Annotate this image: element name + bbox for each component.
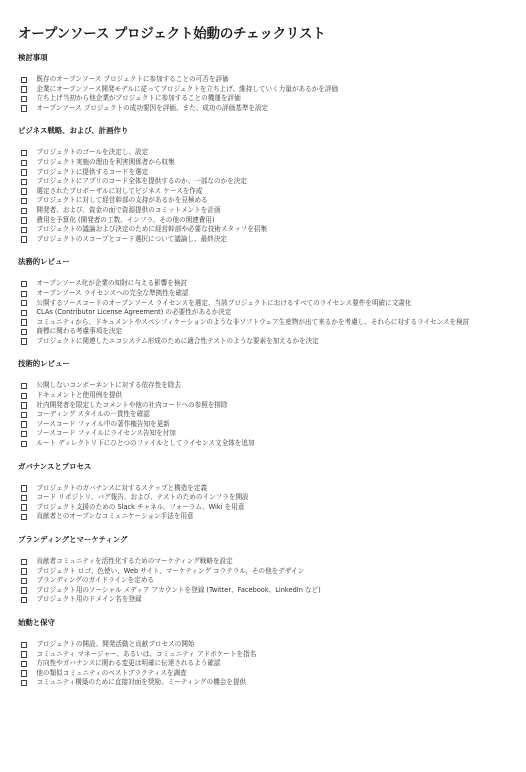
checkbox[interactable] (21, 587, 27, 593)
checklist-item-label: 費用を予算化 (開発者の工数、インフラ、その他の関連費用) (36, 215, 215, 224)
checklist-item (18, 586, 526, 596)
checklist-item (18, 289, 526, 299)
checklist-item-label: 社内開発者を限定したコメントや他の社内コードへの参照を排除 (36, 400, 228, 409)
checklist-item-label: 公開するソースコードのオープンソース ライセンスを選定、当該プロジェクトにおけるすべてのライセンス要件を明確に文書化 (36, 298, 412, 307)
checklist-item (18, 669, 526, 679)
checklist-item-label: プロジェクトの開設、開発活動と貢献プロセスの開始 (36, 639, 195, 648)
checklist-sections (18, 52, 526, 688)
checkbox[interactable] (21, 188, 27, 194)
checkbox[interactable] (21, 495, 27, 501)
checklist-item (18, 279, 526, 289)
checklist-item (18, 85, 526, 95)
section-heading: ブランディングとマーケティング (18, 535, 128, 544)
checkbox[interactable] (21, 198, 27, 204)
checklist-item-label: 既存のオープンソース プロジェクトに参加することの可否を評価 (36, 75, 229, 83)
checklist-item-label: ルート ディレクトリ下にひとつのファイルとしてライセンス文全体を追加 (36, 439, 255, 448)
checklist-item (18, 308, 526, 318)
checklist-item-label: オープンソース ライセンスへの完全な準拠性を確認 (36, 288, 189, 297)
checklist (18, 148, 526, 244)
checkbox[interactable] (21, 578, 27, 584)
checklist-item-label: プロジェクト支援のための Slack チャネル、フォーラム、Wiki を用意 (36, 502, 245, 511)
checkbox[interactable] (21, 421, 27, 427)
checklist-item-label: コミュニティ マネージャー、あるいは、コミュニティ アドボケートを指名 (36, 649, 257, 658)
checklist-item-label: プロジェクトのゴールを決定し、設定 (36, 148, 149, 157)
checklist-item-label: プロジェクト用のドメイン名を登録 (36, 595, 142, 604)
section-heading: 技術的レビュー (18, 359, 70, 369)
section-heading: ガバナンスとプロセス (18, 461, 92, 471)
checklist-item (18, 206, 526, 216)
checklist-item (18, 148, 526, 158)
checklist (18, 640, 526, 688)
checklist-item-label: プロジェクトにアプリのコード全体を提供するのか、一部なのかを決定 (36, 177, 247, 186)
checklist-item (18, 75, 526, 85)
checkbox[interactable] (21, 217, 27, 223)
checkbox[interactable] (21, 291, 27, 297)
checklist-item (18, 216, 526, 226)
checklist-item-label: 商標に関わる考慮事項を決定 (36, 327, 123, 336)
checklist-item (18, 650, 526, 660)
checklist-item (18, 493, 526, 503)
checklist-item-label: コーディング スタイルの一貫性を確認 (36, 410, 150, 419)
checklist (18, 381, 526, 448)
checkbox[interactable] (21, 670, 27, 676)
checklist-item (18, 318, 526, 328)
checklist-item-label: プロジェクトのスコープとコード選択について議論し、最終決定 (36, 234, 228, 243)
checklist-item (18, 337, 526, 347)
checklist (18, 484, 526, 522)
checkbox[interactable] (21, 393, 27, 399)
checklist-item-label: 貢献者とのオープンなコミュニケーション手法を用意 (36, 512, 194, 521)
checklist-section (18, 617, 526, 688)
checklist-item (18, 640, 526, 650)
checklist-item-label: 公開しないコンポーネントに対する依存性を除去 (36, 381, 182, 390)
checkbox[interactable] (21, 236, 27, 242)
checklist-item-label: プロジェクト実施の理由を利害関係者から収集 (36, 157, 175, 166)
checklist (18, 557, 526, 605)
section-heading: ビジネス戦略、および、計画作り (18, 126, 129, 136)
checklist-item (18, 94, 526, 104)
checklist-item (18, 678, 526, 688)
checkbox[interactable] (21, 86, 27, 92)
checklist-item (18, 158, 526, 168)
checkbox[interactable] (21, 441, 27, 447)
checklist-item (18, 327, 526, 337)
checklist-item (18, 659, 526, 669)
checklist-item-label: 企業にオープンソース開発モデルに従ってプロジェクトを立ち上げ、維持していく力量があるかを評価 (36, 84, 339, 93)
checklist-item (18, 439, 526, 449)
checklist-item-label: 方向性やガバナンスに関わる変更は明確に伝達されるよう確認 (36, 659, 221, 668)
checklist-item-label: プロジェクトのガバナンスに対するステップと構造を定義 (36, 483, 208, 492)
checklist-item-label: コミュニティ構築のために直接対面を奨励、ミーティングの機会を提供 (36, 678, 247, 687)
checklist (18, 75, 526, 113)
checkbox[interactable] (21, 208, 27, 214)
checklist-item (18, 567, 526, 577)
checklist-item (18, 410, 526, 420)
checklist-item-label: プロジェクト ロゴ、色使い、Web サイト、マーケティング コラテラル、その他をデザイン (36, 566, 305, 575)
checkbox[interactable] (21, 160, 27, 166)
checklist-item (18, 484, 526, 494)
section-heading: 検討事項 (18, 53, 48, 62)
checkbox[interactable] (21, 597, 27, 603)
checkbox[interactable] (21, 504, 27, 510)
checkbox[interactable] (21, 514, 27, 520)
checklist-section (18, 358, 526, 448)
checkbox[interactable] (21, 227, 27, 233)
checklist-item-label: ソースコード ファイルにライセンス告知を付加 (36, 429, 176, 438)
checklist-item (18, 420, 526, 430)
checklist-item-label: ドキュメントと使用例を提供 (36, 391, 123, 400)
checkbox[interactable] (21, 96, 27, 102)
checklist-item-label: ブランディングのガイドラインを定める (36, 576, 155, 585)
checklist-item-label: コード リポジトリ、バグ報告、および、テストのためのインフラを開設 (36, 493, 249, 502)
checklist-item (18, 187, 526, 197)
checkbox[interactable] (21, 402, 27, 408)
checklist-item (18, 557, 526, 567)
checklist-item-label: オープンソース化が企業の知財に与える影響を検討 (36, 279, 188, 288)
checklist-item-label: 立ち上げ当初から他企業がプロジェクトに参加することの機運を評価 (36, 94, 241, 103)
checklist-item (18, 429, 526, 439)
checkbox[interactable] (21, 319, 27, 325)
checklist-item-label: プロジェクトに対して経営幹部の支持があるかを見極める (36, 196, 208, 205)
checklist-section (18, 461, 526, 522)
checklist-item (18, 391, 526, 401)
checklist-item-label: 貢献者コミュニティを活性化するためのマーケティング戦略を設定 (36, 557, 233, 565)
checklist-item (18, 401, 526, 411)
checklist-item-label: 選定されたプロポーザルに対してビジネス ケースを作成 (36, 186, 203, 195)
checkbox[interactable] (21, 642, 27, 648)
checkbox[interactable] (21, 105, 27, 111)
checkbox[interactable] (21, 568, 27, 574)
checklist-item (18, 299, 526, 309)
section-heading: 法務的レビュー (18, 257, 70, 267)
checklist-item (18, 235, 526, 245)
checklist-item-label: オープンソース プロジェクトの成功要因を評価、また、成功の評価基準を設定 (36, 103, 269, 112)
checklist-item-label: 開発者、および、資金の面で資源提供のコミットメントを計画 (36, 205, 221, 214)
checklist-item (18, 168, 526, 178)
checklist-section (18, 125, 526, 244)
checkbox[interactable] (21, 559, 27, 565)
checklist-item-label: プロジェクトに関連したエコシステム形成のために適合性テストのような要素を加えるかを決定 (36, 336, 319, 345)
checklist-item-label: プロジェクト用のソーシャル メディア アカウントを登録 (Twitter、Facebook、LinkedIn など) (36, 585, 321, 594)
checklist-item (18, 595, 526, 605)
checkbox[interactable] (21, 179, 27, 185)
checkbox[interactable] (21, 680, 27, 686)
checklist-item (18, 177, 526, 187)
checkbox[interactable] (21, 169, 27, 175)
checklist-item (18, 104, 526, 114)
checkbox[interactable] (21, 383, 27, 389)
checklist-section (18, 534, 526, 605)
checklist-item-label: ソースコード ファイル中の著作権告知を更新 (36, 419, 170, 428)
checklist-item-label: 他の類似コミュニティのベストプラクティスを調査 (36, 668, 187, 677)
checklist-item (18, 503, 526, 513)
checkbox[interactable] (21, 300, 27, 306)
checkbox[interactable] (21, 150, 27, 156)
checklist-item (18, 381, 526, 391)
checklist-item (18, 512, 526, 522)
checklist-item (18, 576, 526, 586)
checklist (18, 279, 526, 346)
checklist-section (18, 256, 526, 346)
checkbox[interactable] (21, 281, 27, 287)
checklist-item (18, 225, 526, 235)
checklist-item-label: プロジェクトに提供するコードを選定 (36, 167, 149, 176)
checklist-item-label: コミュニティから、ドキュメントやスペシフィケーションのような非ソフトウェア生産物が出て来るかを考慮し、それらに対するライセンスを検討 (36, 317, 470, 326)
checkbox[interactable] (21, 77, 27, 83)
checkbox[interactable] (21, 651, 27, 657)
checklist-item (18, 196, 526, 206)
checklist-item-label: CLAs (Contributor License Agreement) の必要性があるか決定 (36, 308, 232, 317)
checklist-item-label: プロジェクトの議論および決定のために経営幹部や必要な技術スタッフを招集 (36, 225, 268, 234)
checkbox[interactable] (21, 661, 27, 667)
checkbox[interactable] (21, 329, 27, 335)
checkbox[interactable] (21, 412, 27, 418)
checklist-section (18, 52, 526, 113)
page-title: オープンソース プロジェクト始動のチェックリスト (18, 26, 326, 42)
checkbox[interactable] (21, 485, 27, 491)
section-heading: 始動と保守 (18, 617, 55, 627)
checkbox[interactable] (21, 338, 27, 344)
checkbox[interactable] (21, 310, 27, 316)
checkbox[interactable] (21, 431, 27, 437)
